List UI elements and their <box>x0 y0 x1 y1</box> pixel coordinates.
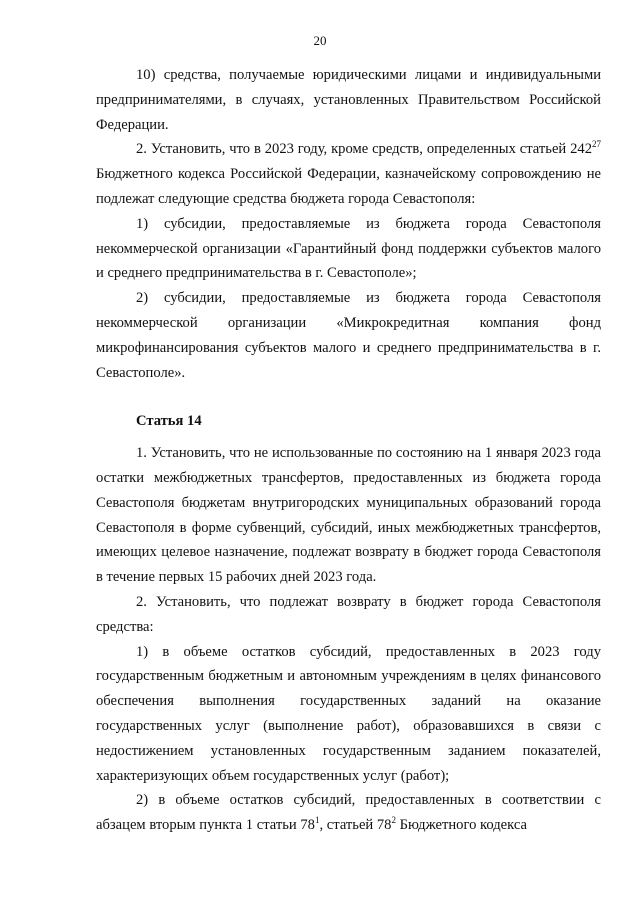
paragraph-subitem-1: 1) субсидии, предоставляемые из бюджета города Севастополя некоммерческой организации «Гарантийный фонд поддержки субъектов малого и среднего предпринимательства в г. Севастополе»; <box>96 215 601 282</box>
paragraph-text: 2. Установить, что в 2023 году, кроме средств, определенных статьей 242 <box>136 141 592 158</box>
paragraph-item-10: 10) средства, получаемые юридическими лицами и индивидуальными предпринимателями, в случаях, установленных Правительством Российской Федерации. <box>96 67 601 133</box>
paragraph-text: , статьей 78 <box>319 817 392 834</box>
paragraph-article14-point-1: 1. Установить, что не использованные по состоянию на 1 января 2023 года остатки межбюджетных трансфертов, предоставленных из бюджета города Севастополя бюджетам внутригородских муниципальных образований города Севастополя в форме субвенций, субсидий, иных межбюджетных трансфертов, имеющих целевое назначение, подлежат возврату в бюджет города Севастополя в течение первых 15 рабочих дней 2023 года. <box>96 445 601 586</box>
page-number: 20 <box>313 33 327 48</box>
superscript: 1 <box>314 815 320 826</box>
document-body <box>96 63 601 838</box>
superscript: 27 <box>592 139 601 150</box>
paragraph-article14-subitem-2 <box>96 788 601 838</box>
paragraph-point-2 <box>96 137 601 211</box>
superscript: 2 <box>391 815 396 826</box>
paragraph-text: Бюджетного кодекса Российской Федерации, казначейскому сопровождению не подлежат следующие средства бюджета города Севастополя: <box>96 166 601 207</box>
article-heading: Статья 14 <box>136 413 202 430</box>
paragraph-text: 2) в объеме остатков субсидий, предоставленных в соответствии с абзацем вторым пункта 1 статьи 78 <box>96 792 601 834</box>
paragraph-article14-subitem-1: 1) в объеме остатков субсидий, предоставленных в 2023 году государственным бюджетным и автономным учреждениям в целях финансового обеспечения выполнения государственных заданий на оказание государственных услуг (выполнение работ), образовавшихся в связи с недостижением установленных государственным заданием показателей, характеризующих объем государственных услуг (работ); <box>96 643 601 784</box>
paragraph-subitem-2: 2) субсидии, предоставляемые из бюджета города Севастополя некоммерческой организации «Микрокредитная компания фонд микрофинансирования субъектов малого и среднего предпринимательства в г. Севастополе». <box>96 290 601 381</box>
paragraph-article14-point-2: 2. Установить, что подлежат возврату в бюджет города Севастополя средства: <box>96 593 601 635</box>
paragraph-text: Бюджетного кодекса <box>395 817 528 834</box>
